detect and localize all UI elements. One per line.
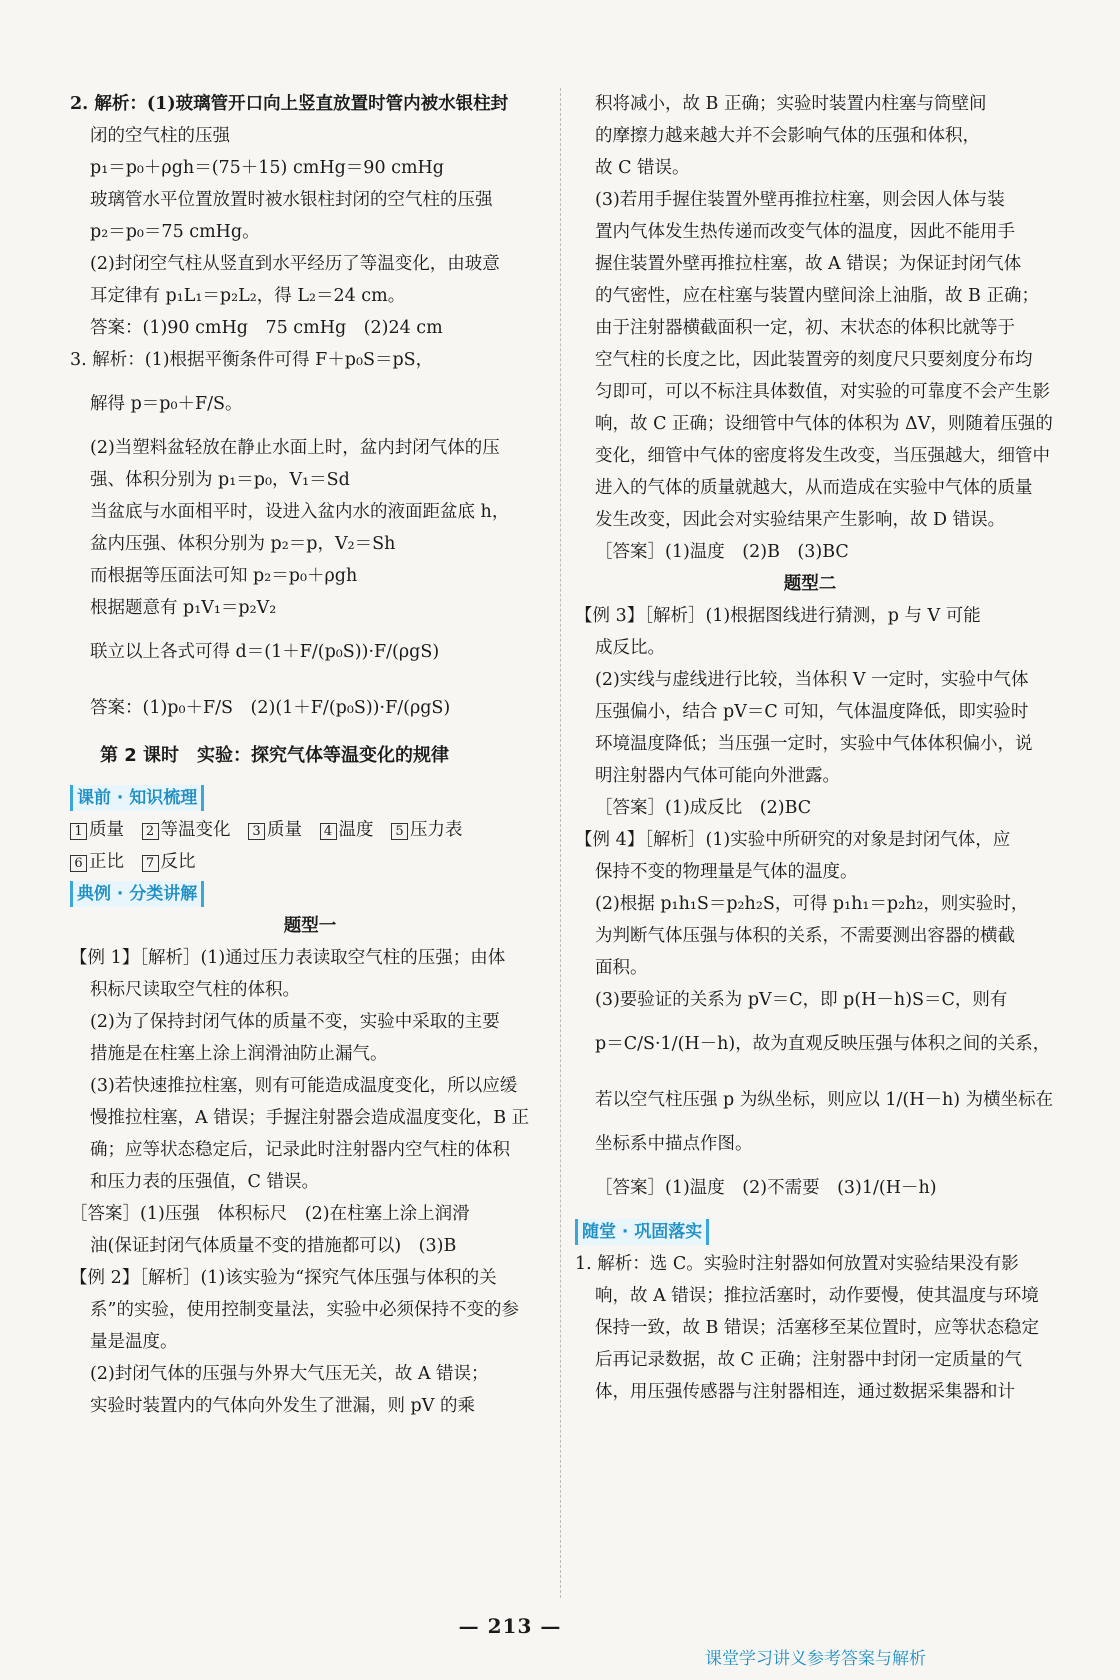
- text-line: 进入的气体的质量就越大，从而造成在实验中气体的质量: [595, 478, 1033, 498]
- text-line: ［答案］(1)温度 (2)不需要 (3)1/(H－h): [595, 1178, 937, 1198]
- text-line: 故 C 错误。: [595, 158, 690, 178]
- knowledge-row: [70, 846, 550, 878]
- book-title: 课堂学习讲义参考答案与解析: [705, 1649, 926, 1669]
- text-line: 成反比。: [595, 638, 665, 658]
- text-line: ［答案］(1)温度 (2)B (3)BC: [595, 542, 849, 562]
- text-line: 保持一致，故 B 错误；活塞移至某位置时，应等状态稳定: [595, 1318, 1039, 1338]
- text-line: 1. 解析：选 C。实验时注射器如何放置对实验结果没有影: [575, 1254, 1019, 1274]
- number-box: 1: [70, 823, 87, 840]
- text-line: 空气柱的长度之比，因此装置旁的刻度尺只要刻度分布均: [595, 350, 1033, 370]
- text-line: 响，故 A 错误；推拉活塞时，动作要慢，使其温度与环境: [595, 1286, 1039, 1306]
- text-line: 和压力表的压强值，C 错误。: [90, 1172, 319, 1192]
- right-column: [575, 88, 1054, 1408]
- text-line: 体，用压强传感器与注射器相连，通过数据采集器和计: [595, 1382, 1015, 1402]
- text-line: 而根据等压面法可知 p₂＝p₀＋ρgh: [90, 566, 358, 586]
- text-line: 【例 3】［解析］(1)根据图线进行猜测，p 与 V 可能: [575, 606, 981, 626]
- text-line: (2)当塑料盆轻放在静止水面上时，盆内封闭气体的压: [90, 438, 500, 458]
- text-line: 系”的实验，使用控制变量法，实验中必须保持不变的参: [90, 1300, 519, 1320]
- knowledge-item: 压力表: [410, 820, 463, 840]
- text-line: 为判断气体压强与体积的关系，不需要测出容器的横截: [595, 926, 1015, 946]
- text-line: 当盆底与水面相平时，设进入盆内水的液面距盆底 h，: [90, 502, 510, 522]
- text-line: 3. 解析：(1)根据平衡条件可得 F＋p₀S＝pS，: [70, 350, 434, 370]
- text-line: 保持不变的物理量是气体的温度。: [595, 862, 858, 882]
- text-line: 置内气体发生热传递而改变气体的温度，因此不能用手: [595, 222, 1015, 242]
- text-line: (2)封闭气体的压强与外界大气压无关，故 A 错误；: [90, 1364, 489, 1384]
- knowledge-item: 正比: [89, 852, 124, 872]
- text-line: 【例 4】［解析］(1)实验中所研究的对象是封闭气体，应: [575, 830, 1011, 850]
- knowledge-item: 质量: [267, 820, 302, 840]
- text-line: 答案：(1)p₀＋F/S (2)(1＋F/(p₀S))·F/(ρgS): [90, 698, 451, 718]
- knowledge-item: 温度: [338, 820, 374, 840]
- text-line: (3)若快速推拉柱塞，则有可能造成温度变化，所以应缓: [90, 1076, 518, 1096]
- text-line: 耳定律有 p₁L₁＝p₂L₂，得 L₂＝24 cm。: [90, 286, 406, 306]
- number-box: 5: [391, 823, 408, 840]
- text-line: 面积。: [595, 958, 648, 978]
- knowledge-item: 等温变化: [160, 820, 231, 840]
- number-box: 6: [70, 855, 87, 872]
- text-line: 变化，细管中气体的密度将发生改变，当压强越大，细管中: [595, 446, 1050, 466]
- text-line: (3)若用手握住装置外壁再推拉柱塞，则会因人体与装: [595, 190, 1005, 210]
- text-line: 实验时装置内的气体向外发生了泄漏，则 pV 的乘: [90, 1396, 475, 1416]
- text-line: 玻璃管水平位置放置时被水银柱封闭的空气柱的压强: [90, 190, 493, 210]
- text-line: 若以空气柱压强 p 为纵坐标，则应以 1/(H－h) 为横坐标在: [595, 1090, 1054, 1110]
- text-line: 慢推拉柱塞，A 错误；手握注射器会造成温度变化，B 正: [90, 1108, 530, 1128]
- text-line: 匀即可，可以不标注具体数值，对实验的可靠度不会产生影: [595, 382, 1050, 402]
- text-line: 坐标系中描点作图。: [595, 1134, 753, 1154]
- text-line: 【例 1】［解析］(1)通过压力表读取空气柱的压强；由体: [70, 948, 506, 968]
- text-line: ［答案］(1)压强 体积标尺 (2)在柱塞上涂上润滑: [70, 1204, 470, 1224]
- text-line: 油(保证封闭气体质量不变的措施都可以) (3)B: [90, 1236, 457, 1256]
- text-line: 明注射器内气体可能向外泄露。: [595, 766, 840, 786]
- text-line: 由于注射器横截面积一定，初、末状态的体积比就等于: [595, 318, 1015, 338]
- text-line: 2. 解析：(1)玻璃管开口向上竖直放置时管内被水银柱封: [70, 94, 509, 114]
- number-box: 4: [320, 823, 337, 840]
- section-header-knowledge: 课前 · 知识梳理: [70, 785, 204, 811]
- type-heading: 题型一: [283, 916, 337, 936]
- text-line: 【例 2】［解析］(1)该实验为“探究气体压强与体积的关: [70, 1268, 497, 1288]
- section-header-practice: 随堂 · 巩固落实: [575, 1219, 709, 1245]
- text-line: 措施是在柱塞上涂上润滑油防止漏气。: [90, 1044, 388, 1064]
- number-box: 3: [248, 823, 265, 840]
- text-line: 响，故 C 正确；设细管中气体的体积为 ΔV，则随着压强的: [595, 414, 1053, 434]
- section-header-examples: 典例 · 分类讲解: [70, 881, 204, 907]
- text-line: 联立以上各式可得 d＝(1＋F/(p₀S))·F/(ρgS): [90, 642, 440, 662]
- text-line: 发生改变，因此会对实验结果产生影响，故 D 错误。: [595, 510, 1006, 530]
- text-line: (2)封闭空气柱从竖直到水平经历了等温变化，由玻意: [90, 254, 500, 274]
- text-line: 积标尺读取空气柱的体积。: [90, 980, 300, 1000]
- text-line: p₂＝p₀＝75 cmHg。: [90, 222, 260, 242]
- knowledge-item: 反比: [160, 852, 196, 872]
- left-column: [70, 88, 550, 1422]
- text-line: 压强偏小，结合 pV＝C 可知，气体温度降低，即实验时: [595, 702, 1029, 722]
- text-line: 量是温度。: [90, 1332, 178, 1352]
- text-line: 的气密性，应在柱塞与装置内壁间涂上油脂，故 B 正确；: [595, 286, 1039, 306]
- text-line: 环境温度降低；当压强一定时，实验中气体体积偏小，说: [595, 734, 1033, 754]
- text-line: (2)为了保持封闭气体的质量不变，实验中采取的主要: [90, 1012, 500, 1032]
- number-box: 2: [142, 823, 159, 840]
- text-line: 握住装置外壁再推拉柱塞，故 A 错误；为保证封闭气体: [595, 254, 1022, 274]
- type-heading: 题型二: [783, 574, 837, 594]
- text-line: 强、体积分别为 p₁＝p₀，V₁＝Sd: [90, 470, 350, 490]
- text-line: ［答案］(1)成反比 (2)BC: [595, 798, 812, 818]
- text-line: p＝C/S·1/(H－h)，故为直观反映压强与体积之间的关系，: [595, 1034, 1051, 1054]
- text-line: (2)根据 p₁h₁S＝p₂h₂S，可得 p₁h₁＝p₂h₂，则实验时，: [595, 894, 1029, 914]
- text-line: 确；应等状态稳定后，记录此时注射器内空气柱的体积: [90, 1140, 510, 1160]
- text-line: (3)要验证的关系为 pV＝C，即 p(H－h)S＝C，则有: [595, 990, 1008, 1010]
- text-line: 的摩擦力越来越大并不会影响气体的压强和体积，: [595, 126, 980, 146]
- text-line: 答案：(1)90 cmHg 75 cmHg (2)24 cm: [90, 318, 443, 338]
- knowledge-item: 质量: [89, 820, 124, 840]
- text-line: 后再记录数据，故 C 正确；注射器中封闭一定质量的气: [595, 1350, 1023, 1370]
- text-line: 闭的空气柱的压强: [90, 126, 230, 146]
- column-divider: [560, 88, 562, 1598]
- text-line: (2)实线与虚线进行比较，当体积 V 一定时，实验中气体: [595, 670, 1029, 690]
- number-box: 7: [142, 855, 159, 872]
- text-line: 积将减小，故 B 正确；实验时装置内柱塞与筒壁间: [595, 94, 987, 114]
- knowledge-row: [70, 814, 550, 846]
- text-line: p₁＝p₀＋ρgh＝(75＋15) cmHg＝90 cmHg: [90, 158, 444, 178]
- text-line: 根据题意有 p₁V₁＝p₂V₂: [90, 598, 277, 618]
- lesson-title: 第 2 课时 实验：探究气体等温变化的规律: [100, 745, 450, 766]
- page-number: — 213 —: [458, 1614, 562, 1638]
- text-line: 盆内压强、体积分别为 p₂＝p，V₂＝Sh: [90, 534, 396, 554]
- text-line: 解得 p＝p₀＋F/S。: [90, 394, 243, 414]
